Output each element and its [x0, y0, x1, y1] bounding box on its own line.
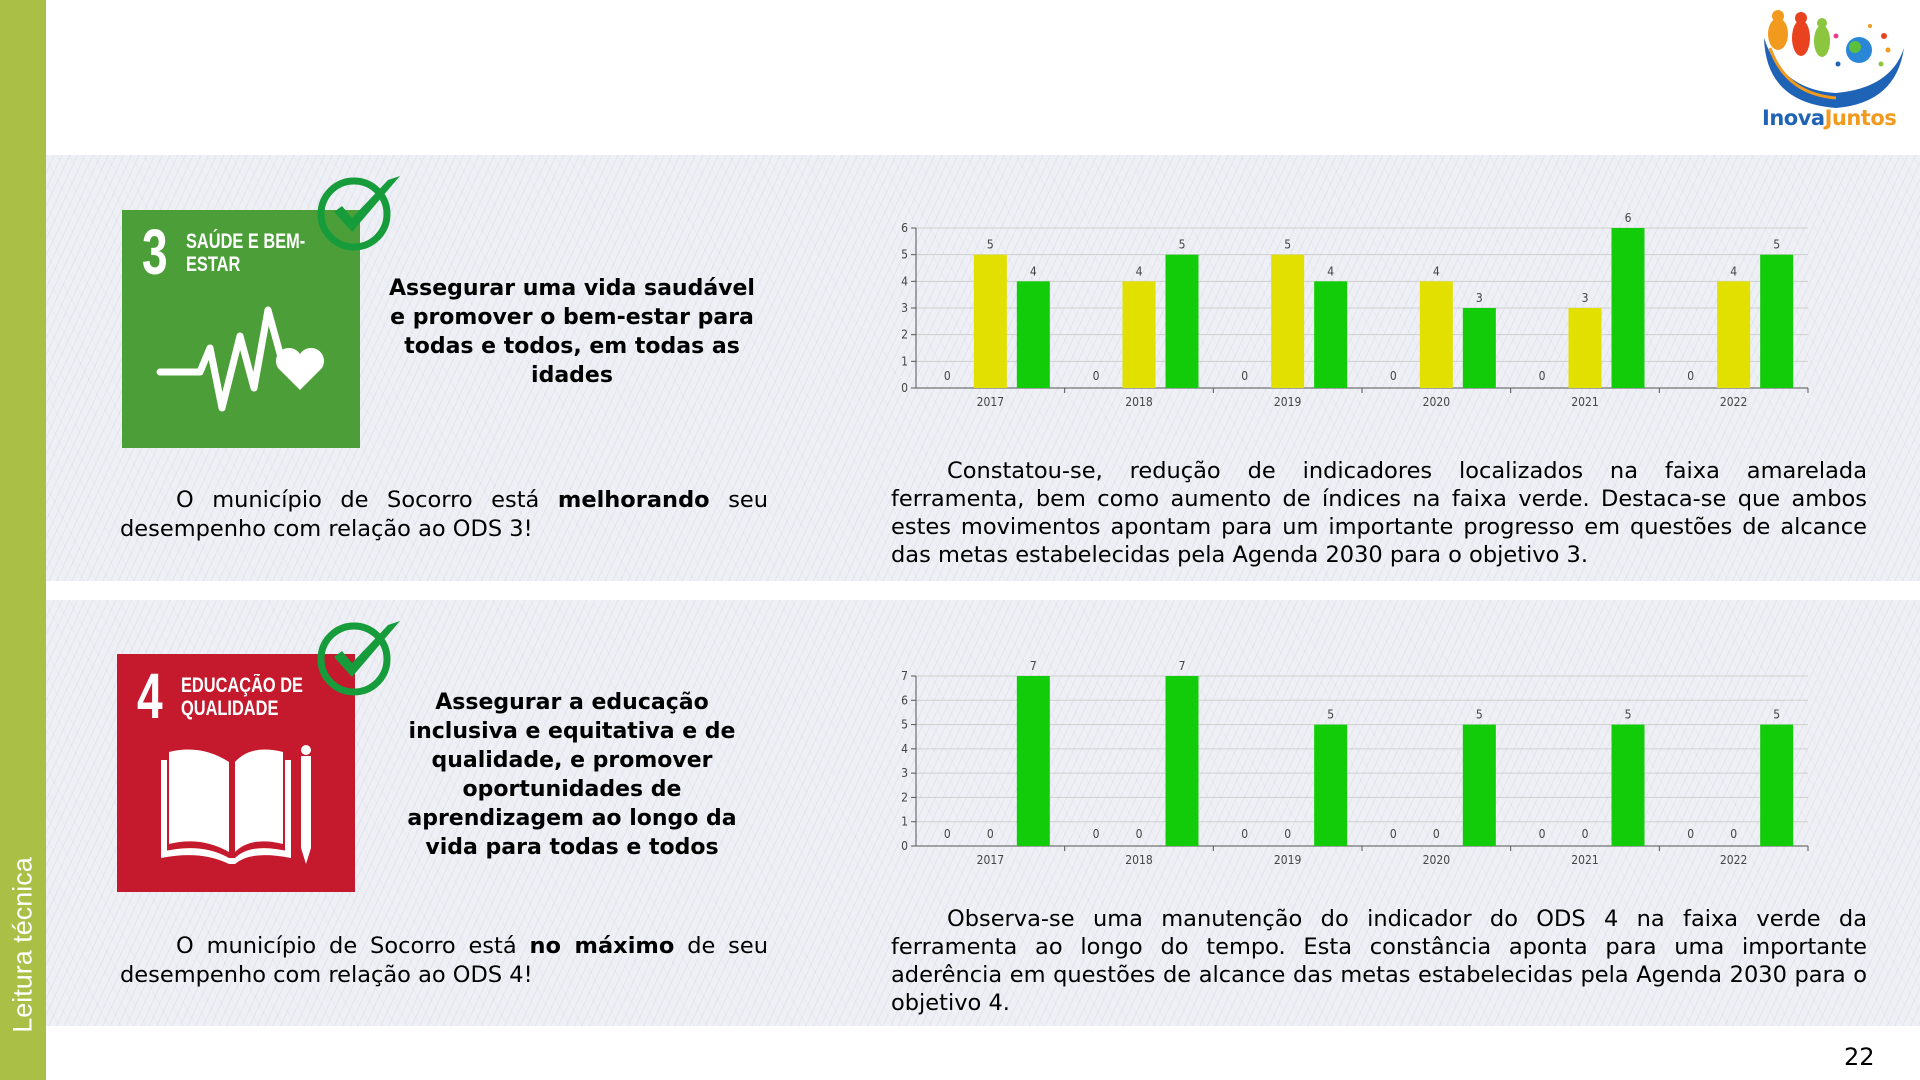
sdg3-number: 3	[142, 216, 168, 288]
bar-yellow	[1420, 281, 1453, 388]
y-tick-label: 4	[901, 274, 908, 289]
data-label: 0	[1687, 369, 1695, 383]
data-label: 0	[1538, 369, 1546, 383]
data-label: 0	[943, 369, 951, 383]
sidebar	[0, 0, 46, 1080]
bar-green	[1463, 308, 1496, 388]
ods3-description: Constatou-se, redução de indicadores localizados na faixa amarelada ferramenta, bem como aumento de índices na faixa verde. Destaca-se que ambos estes movimentos apontam para um importante progresso em questões de alcance das metas estabelecidas pela Agenda 2030 para o objetivo 3.	[891, 458, 1867, 568]
data-label: 3	[1475, 291, 1483, 305]
x-tick-label: 2019	[1273, 853, 1302, 867]
data-label: 5	[1284, 237, 1292, 252]
bar-yellow	[974, 255, 1007, 388]
data-label: 5	[986, 237, 994, 252]
bar-yellow	[1717, 281, 1750, 388]
data-label: 0	[1432, 827, 1440, 841]
x-tick-label: 2017	[976, 853, 1005, 867]
data-label: 0	[943, 827, 951, 841]
heartbeat-icon	[156, 290, 326, 430]
ods4-goal: Assegurar a educação inclusiva e equitativa e de qualidade, e promover oportunidades de aprendizagem ao longo da vida para todas e todos	[407, 690, 737, 860]
data-label: 4	[1029, 264, 1037, 279]
sdg4-title: EDUCAÇÃO DE QUALIDADE	[181, 674, 303, 720]
data-label: 0	[1092, 827, 1100, 841]
y-tick-label: 6	[901, 221, 908, 235]
x-tick-label: 2022	[1719, 395, 1748, 409]
data-label: 0	[1241, 827, 1249, 841]
data-label: 0	[986, 827, 994, 841]
data-label: 0	[1538, 827, 1546, 841]
bar-green	[1612, 725, 1645, 846]
data-label: 5	[1327, 707, 1335, 722]
bar-green	[1463, 725, 1496, 846]
bar-green	[1017, 676, 1050, 846]
data-label: 3	[1581, 291, 1589, 305]
ods4-status: O município de Socorro está no máximo de seu desempenho com relação ao ODS 4!	[120, 933, 769, 988]
x-tick-label: 2022	[1719, 853, 1748, 867]
y-tick-label: 3	[901, 766, 908, 781]
data-label: 4	[1135, 264, 1143, 279]
ods3-bar-chart	[898, 204, 1818, 414]
data-label: 0	[1284, 827, 1292, 841]
y-tick-label: 1	[901, 354, 908, 369]
data-label: 0	[1581, 827, 1589, 841]
bar-green	[1612, 228, 1645, 388]
x-tick-label: 2018	[1125, 853, 1153, 867]
y-tick-label: 5	[901, 717, 908, 732]
data-label: 0	[1389, 827, 1397, 841]
data-label: 0	[1389, 369, 1397, 383]
bar-green	[1166, 676, 1199, 846]
data-label: 0	[1687, 827, 1695, 841]
logo-wordmark: InovaJuntos	[1762, 106, 1897, 130]
bar-green	[1760, 255, 1793, 388]
book-pencil-icon	[151, 734, 321, 874]
x-tick-label: 2017	[976, 395, 1005, 409]
y-tick-label: 6	[901, 693, 908, 708]
y-tick-label: 0	[901, 381, 908, 395]
x-tick-label: 2018	[1125, 395, 1153, 409]
data-label: 5	[1773, 237, 1781, 252]
data-label: 0	[1241, 369, 1249, 383]
data-label: 6	[1624, 211, 1632, 225]
bar-green	[1017, 281, 1050, 388]
y-tick-label: 2	[901, 327, 908, 342]
ods3-goal: Assegurar uma vida saudável e promover o bem-estar para todas e todos, em todas as idades	[389, 276, 755, 388]
bar-green	[1166, 255, 1199, 388]
ods4-bar-chart	[898, 650, 1818, 870]
page-number: 22	[1844, 1043, 1875, 1071]
data-label: 4	[1327, 264, 1335, 279]
y-tick-label: 7	[901, 669, 908, 683]
data-label: 0	[1092, 369, 1100, 383]
x-tick-label: 2020	[1422, 853, 1451, 867]
x-tick-label: 2020	[1422, 395, 1451, 409]
bar-green	[1314, 725, 1347, 846]
bar-green	[1314, 281, 1347, 388]
ods4-description: Observa-se uma manutenção do indicador do ODS 4 na faixa verde da ferramenta ao longo do tempo. Esta constância aponta para uma importante aderência em questões de alcance das metas estabelecidas pela Agenda 2030 para o objetivo 4.	[891, 906, 1867, 1016]
bar-yellow	[1271, 255, 1304, 388]
data-label: 5	[1475, 707, 1483, 722]
y-tick-label: 1	[901, 814, 908, 829]
sdg4-number: 4	[137, 660, 163, 732]
ods3-status: O município de Socorro está melhorando seu desempenho com relação ao ODS 3!	[120, 487, 769, 542]
data-label: 4	[1432, 264, 1440, 279]
data-label: 0	[1730, 827, 1738, 841]
bar-yellow	[1569, 308, 1602, 388]
y-tick-label: 5	[901, 247, 908, 262]
x-tick-label: 2021	[1571, 395, 1599, 409]
data-label: 7	[1178, 659, 1186, 673]
data-label: 5	[1178, 237, 1186, 252]
sdg3-title: SAÚDE E BEM-ESTAR	[186, 230, 306, 276]
y-tick-label: 4	[901, 741, 908, 756]
bar-yellow	[1123, 281, 1156, 388]
y-tick-label: 3	[901, 301, 908, 315]
data-label: 0	[1135, 827, 1143, 841]
y-tick-label: 0	[901, 839, 908, 853]
data-label: 5	[1624, 707, 1632, 722]
x-tick-label: 2021	[1571, 853, 1599, 867]
data-label: 5	[1773, 707, 1781, 722]
bar-green	[1760, 725, 1793, 846]
y-tick-label: 2	[901, 790, 908, 805]
data-label: 4	[1730, 264, 1738, 279]
checkmark-icon	[314, 172, 404, 262]
sidebar-label: Leitura técnica	[7, 857, 38, 1033]
data-label: 7	[1029, 659, 1037, 673]
x-tick-label: 2019	[1273, 395, 1302, 409]
